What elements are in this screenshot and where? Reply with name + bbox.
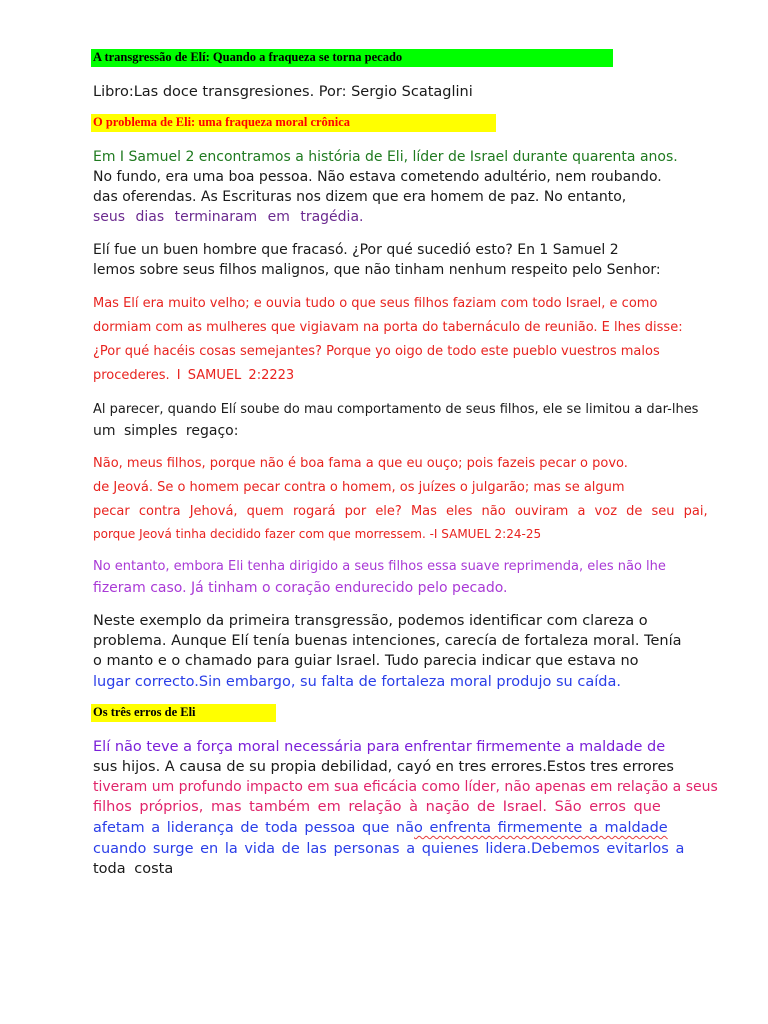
quote2-line2: de Jeová. Se o homem pecar contra o homem, os juízes o julgarão; mas se algum <box>93 480 625 495</box>
p5-line2: problema. Aunque Elí tenía buenas intenciones, carecía de fortaleza moral. Tenía <box>93 633 682 649</box>
p3-line1: Al parecer, quando Elí soube do mau comportamento de seus filhos, ele se limitou a dar-lhes <box>93 402 699 417</box>
p6-line4: filhos próprios, mas também em relação à nação de Israel. São erros que <box>93 799 661 815</box>
p1-line3 <box>93 187 759 207</box>
p5-line4: lugar correcto.Sin embargo, su falta de fortaleza moral produjo su caída. <box>93 674 621 690</box>
p1-line1: Em I Samuel 2 encontramos a história de Eli, líder de Israel durante quarenta anos. <box>93 149 678 165</box>
p5-line3: o manto e o chamado para guiar Israel. Tudo parecia indicar que estava no <box>93 653 639 669</box>
p1-line4: seus dias terminaram em tragédia. <box>93 209 364 225</box>
p4-line2: fizeram caso. Já tinham o coração endurecido pelo pecado. <box>93 580 508 596</box>
quote2-line4: porque Jeová tinha decidido fazer com que morressem. -I SAMUEL 2:24-25 <box>93 527 542 541</box>
p2-line1: Elí fue un buen hombre que fracasó. ¿Por qué sucedió esto? En 1 Samuel 2 <box>93 242 619 258</box>
quote1-line2: dormiam com as mulheres que vigiavam na porta do tabernáculo de reunião. E lhes disse: <box>93 320 683 335</box>
p6-line5 <box>93 818 759 838</box>
quote2-line1: Não, meus filhos, porque não é boa fama a que eu ouço; pois fazeis pecar o povo. <box>93 456 628 471</box>
p1-line3-text: das oferendas. As Escrituras nos dizem que era homem de paz. No entanto, <box>93 189 627 205</box>
quote2-line3: pecar contra Jehová, quem rogará por ele? Mas eles não ouviram a voz de seu pai, <box>93 504 708 519</box>
p1-line2: No fundo, era uma boa pessoa. Não estava cometendo adultério, nem roubando. <box>93 169 662 185</box>
p6-line2: sus hijos. A causa de su propia debilidad, cayó en tres errores.Estos tres errores <box>93 759 674 775</box>
main-heading: A transgressão de Elí: Quando a fraqueza se torna pecado <box>91 49 613 67</box>
p2-line2: lemos sobre seus filhos malignos, que não tinham nenhum respeito pelo Senhor: <box>93 262 661 278</box>
book-reference: Libro:Las doce transgresiones. Por: Sergio Scataglini <box>93 84 473 100</box>
p6-line3: tiveram um profundo impacto em sua eficácia como líder, não apenas em relação a seus <box>93 779 718 795</box>
p3-line2: um simples regaço: <box>93 423 239 439</box>
quote1-line3: ¿Por qué hacéis cosas semejantes? Porque yo oigo de todo este pueblo vuestros malos <box>93 344 660 359</box>
p6-line1: Elí não teve a força moral necessária para enfrentar firmemente a maldade de <box>93 739 666 755</box>
p6-line5-underlined: o enfrenta firmemente a maldade <box>414 820 668 836</box>
p6-line5-start: afetam a liderança de toda pessoa que nã <box>93 820 414 836</box>
p4-line1: No entanto, embora Eli tenha dirigido a seus filhos essa suave reprimenda, eles não lhe <box>93 559 666 574</box>
p6-line7: toda costa <box>93 861 174 877</box>
quote1-line1: Mas Elí era muito velho; e ouvia tudo o que seus filhos faziam com todo Israel, e como <box>93 296 658 311</box>
p5-line1: Neste exemplo da primeira transgressão, podemos identificar com clareza o <box>93 613 648 629</box>
problem-heading: O problema de Eli: uma fraqueza moral crônica <box>91 114 496 132</box>
quote1-line4: procederes. I SAMUEL 2:2223 <box>93 368 295 383</box>
errors-heading: Os três erros de Eli <box>91 704 276 722</box>
p6-line6: cuando surge en la vida de las personas a quienes lidera.Debemos evitarlos a <box>93 841 685 857</box>
